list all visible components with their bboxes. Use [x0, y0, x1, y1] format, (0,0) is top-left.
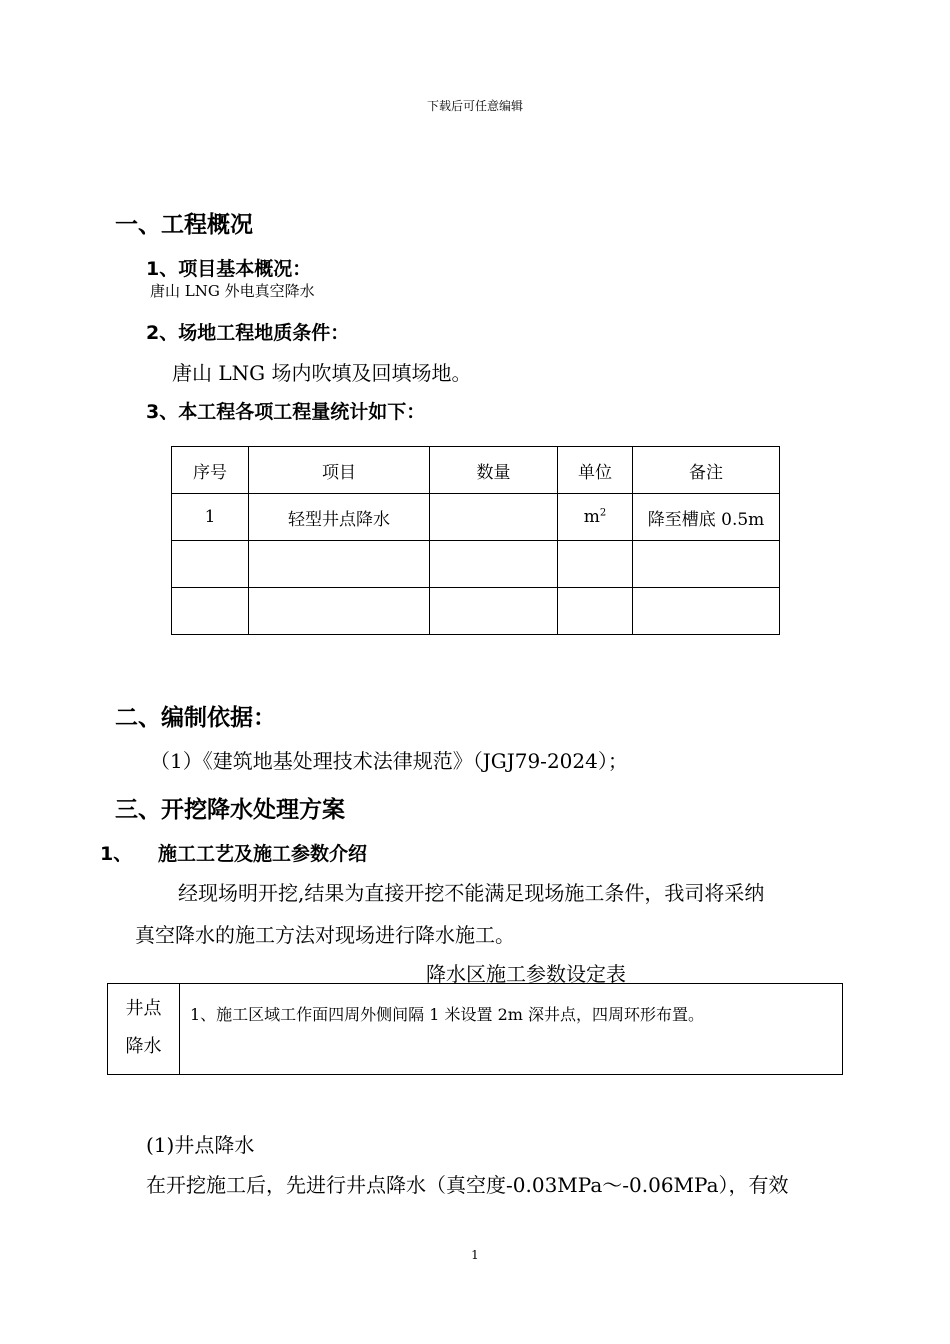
table-header-row — [172, 447, 780, 494]
quantity-table — [171, 446, 780, 635]
table-cell: 降至槽底 0.5m — [633, 494, 780, 541]
page-number: 1 — [471, 1248, 479, 1262]
table-cell — [172, 588, 249, 635]
section-1-sub-3: 3、本工程各项工程量统计如下： — [146, 401, 426, 423]
section-1-sub-2: 2、场地工程地质条件： — [146, 322, 350, 344]
header-cell: 项目 — [249, 447, 430, 494]
table-row — [172, 541, 780, 588]
section-3-title: 三、开挖降水处理方案 — [115, 797, 345, 823]
well-point-text: 在开挖施工后，先进行井点降水（真空度-0.03MPa～-0.06MPa），有效 — [146, 1173, 789, 1197]
section-3-sub-1-number: 1、 — [100, 843, 133, 865]
parameter-text-cell: 1、施工区域工作面四周外侧间隔 1 米设置 2m 深井点，四周环形布置。 — [180, 984, 843, 1075]
parameter-label-cell — [108, 984, 180, 1075]
header-cell: 序号 — [172, 447, 249, 494]
table-caption: 降水区施工参数设定表 — [426, 962, 626, 986]
section-1-title: 一、工程概况 — [115, 212, 253, 238]
table-cell: 轻型井点降水 — [249, 494, 430, 541]
section-1-sub-1: 1、项目基本概况： — [146, 258, 312, 280]
paragraph-line-1: 经现场明开挖,结果为直接开挖不能满足现场施工条件，我司将采纳 — [178, 881, 765, 905]
well-point-title: (1)井点降水 — [146, 1133, 255, 1157]
section-2-title: 二、编制依据： — [115, 705, 276, 731]
table-cell — [558, 588, 633, 635]
section-1-sub-2-text: 唐山 LNG 场内吹填及回填场地。 — [172, 361, 472, 385]
header-cell: 单位 — [558, 447, 633, 494]
table-row — [172, 494, 780, 541]
parameter-table — [107, 983, 843, 1075]
table-cell — [633, 541, 780, 588]
parameter-label-line-2: 降水 — [125, 1036, 162, 1057]
table-cell — [633, 588, 780, 635]
table-cell: 1 — [172, 494, 249, 541]
table-cell — [249, 588, 430, 635]
parameter-label-line-1: 井点 — [125, 998, 162, 1019]
unit-superscript: 2 — [599, 507, 607, 519]
section-2-item-1: （1）《建筑地基处理技术法律规范》（JGJ79-2024）； — [150, 749, 628, 773]
table-cell — [249, 541, 430, 588]
unit-text: m — [583, 507, 600, 527]
table-cell — [430, 541, 558, 588]
table-cell — [558, 494, 633, 541]
page-header: 下载后可任意编辑 — [426, 99, 523, 113]
section-1-sub-1-text: 唐山 LNG 外电真空降水 — [150, 282, 315, 300]
table-row — [172, 588, 780, 635]
table-cell — [172, 541, 249, 588]
table-cell — [430, 588, 558, 635]
table-row — [108, 984, 843, 1075]
table-cell — [558, 541, 633, 588]
section-3-sub-1-title: 施工工艺及施工参数介绍 — [158, 843, 368, 865]
paragraph-line-2: 真空降水的施工方法对现场进行降水施工。 — [135, 923, 515, 947]
header-cell: 数量 — [430, 447, 558, 494]
header-cell: 备注 — [633, 447, 780, 494]
table-cell — [430, 494, 558, 541]
